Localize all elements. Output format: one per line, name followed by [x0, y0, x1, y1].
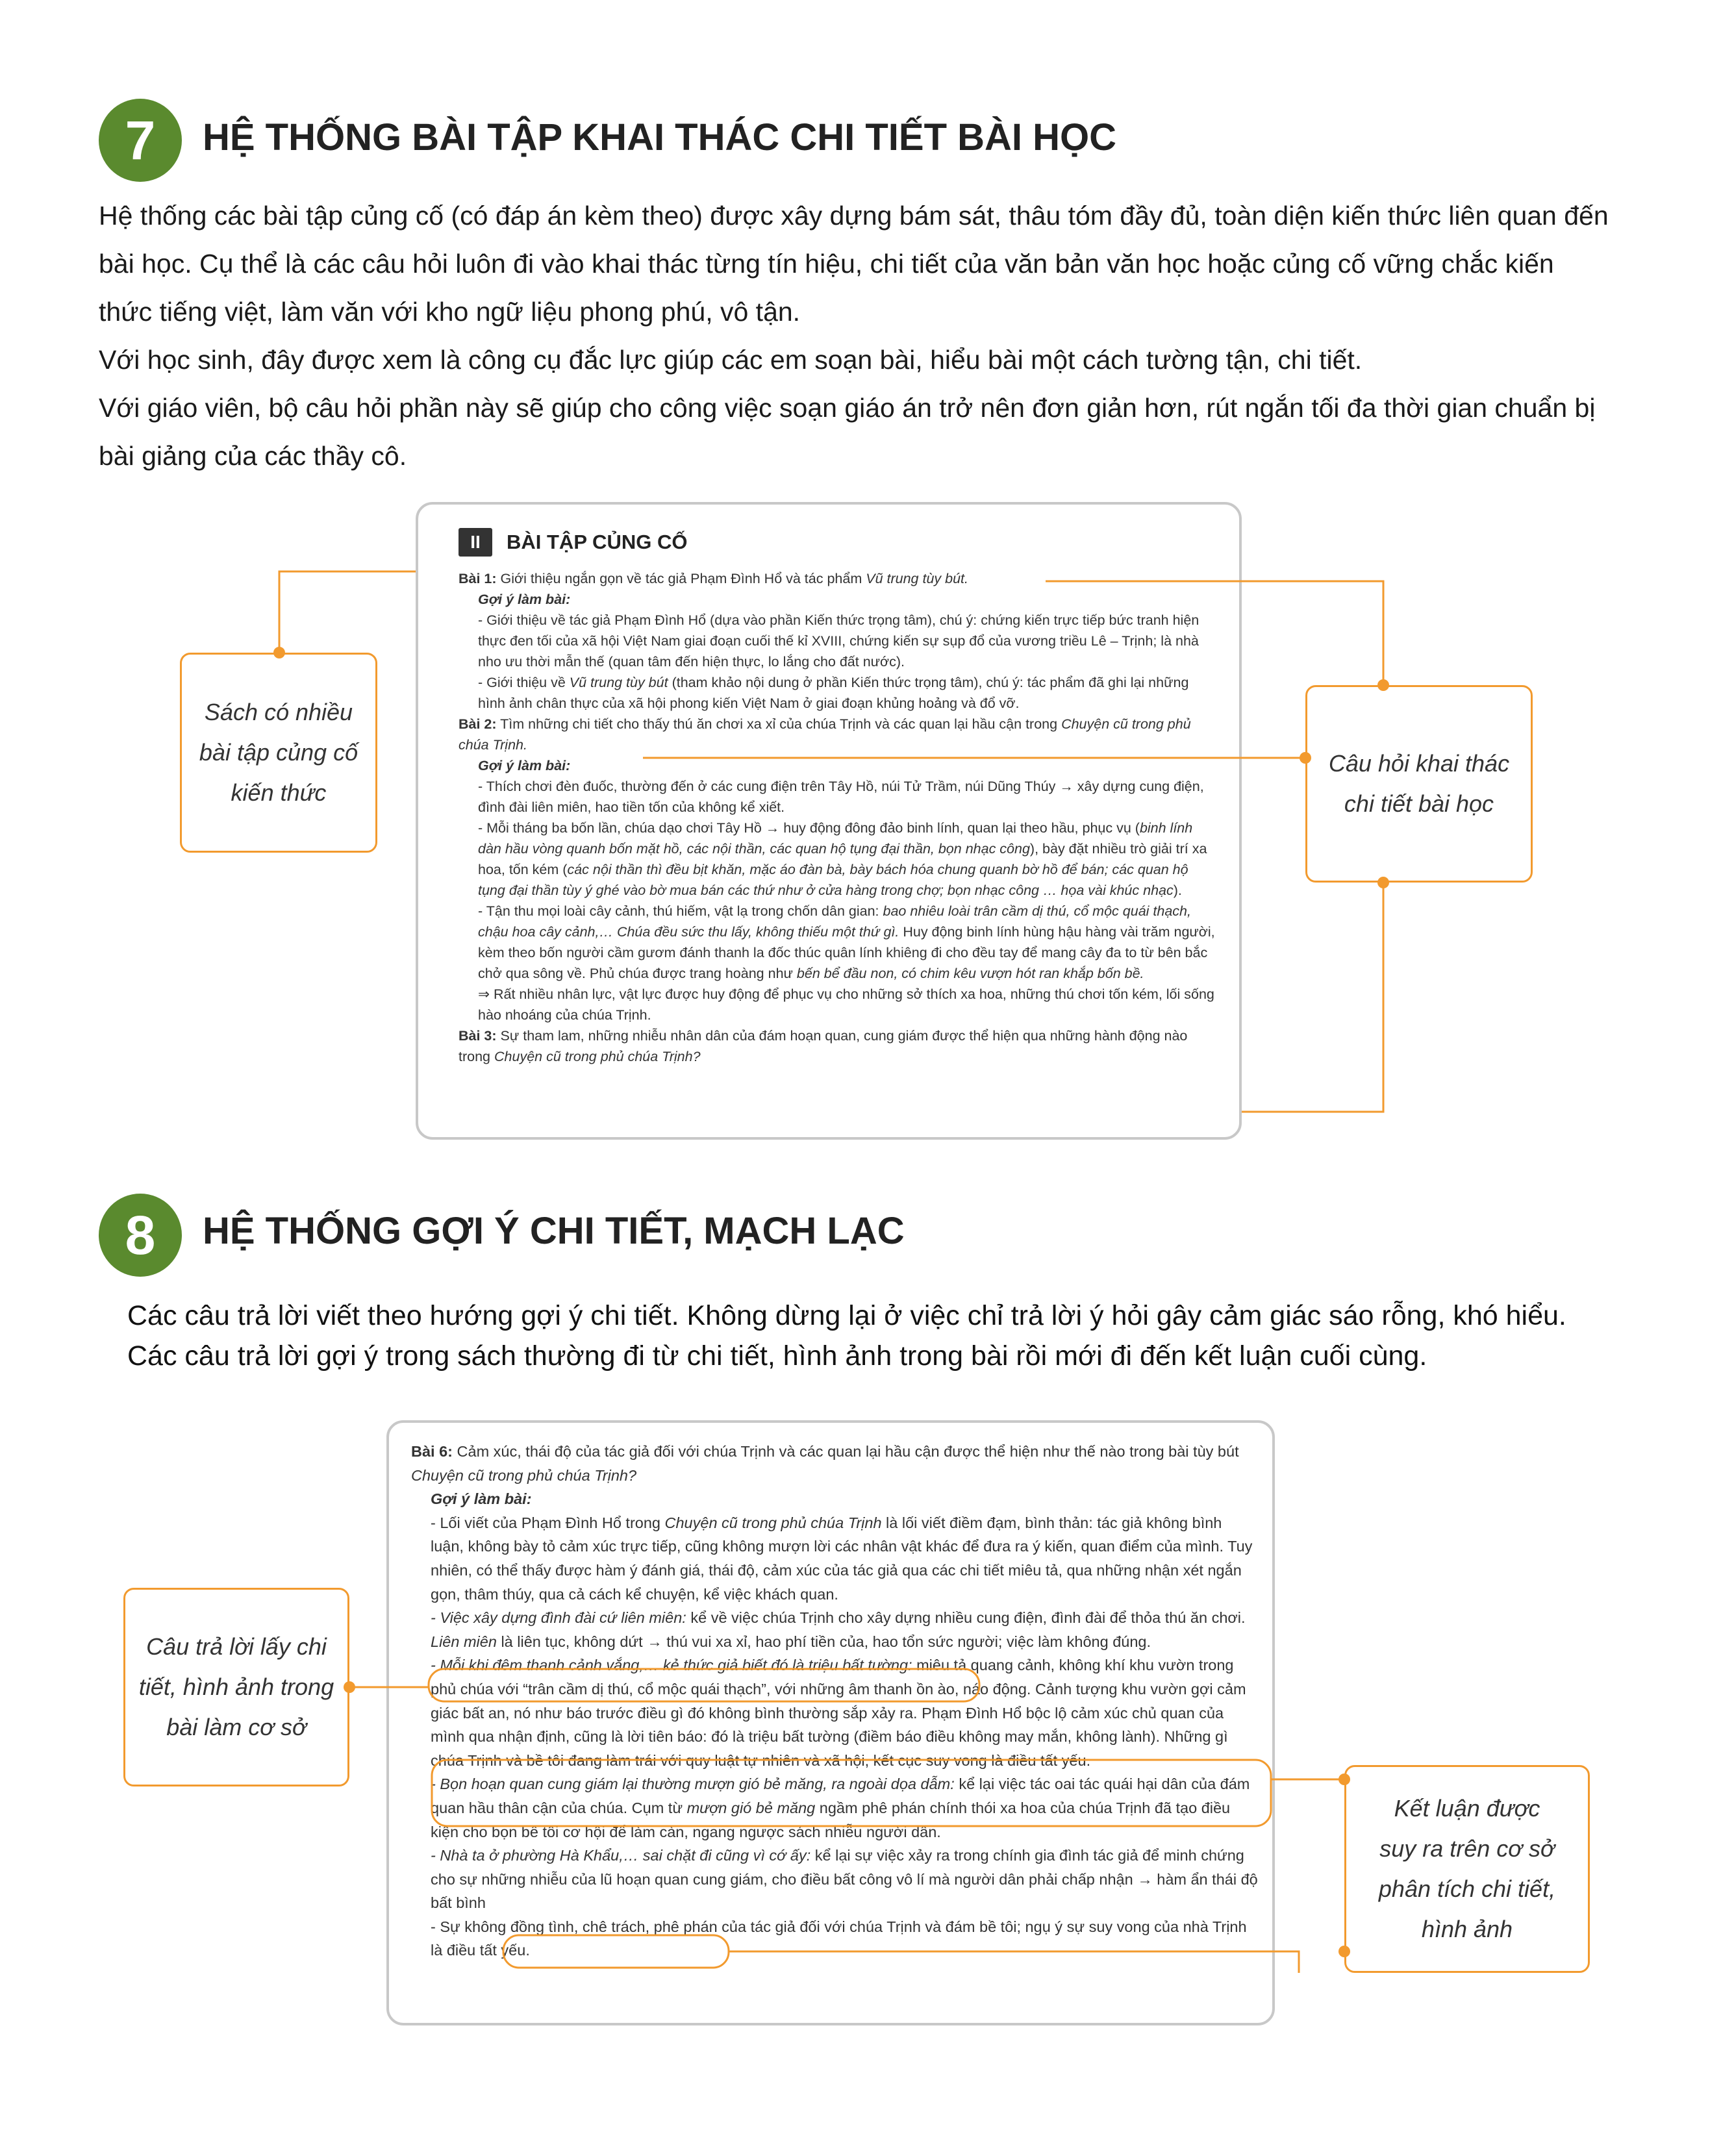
exercise-text: Cảm xúc, thái độ của tác giả đối với chúa Trịnh và các quan lại hầu cận được thể hiện như thế nào trong bài tùy bút: [457, 1443, 1239, 1460]
hint-line: - Giới thiệu về tác giả Phạm Đình Hổ (dựa vào phần Kiến thức trọng tâm), chú ý: chứng kiến trực tiếp bức tranh hiện thực đen tối của xã hội Việt Nam giai đoạn cuối thế kỉ XVIII, chứng kiến sự sụp đổ của vương triều Lê – Trịnh; là nhà nho ưu thời mẫn thế (quan tâm đến hiện thực, lo lắng cho đất nước).: [478, 612, 1200, 670]
section-7-number: 7: [125, 109, 156, 171]
connector-line: [279, 571, 416, 653]
hint-text: Huy động binh lính hùng hậu hàng vài trăm người, kèm theo bốn người cầm gươm đánh thanh la đốc thúc quân lính khiêng đi cho đều tay để mang cây đa to từ bên bắc chở qua sông về. Phủ chúa được trang hoàng như: [478, 924, 1215, 981]
connector-line: [1046, 581, 1383, 685]
highlight-attitude: [503, 1935, 729, 1968]
work-title: Chuyện cũ trong phủ chúa Trịnh?: [494, 1049, 701, 1064]
intro-paragraph: Với giáo viên, bộ câu hỏi phần này sẽ giúp cho công việc soạn giáo án trở nên đơn giản hơn, rút ngắn tối đa thời gian chuẩn bị bài giảng của các thầy cô.: [99, 393, 1596, 471]
hint-italic: Liên miên: [431, 1633, 497, 1650]
intro-paragraph: Hệ thống các bài tập củng cố (có đáp án kèm theo) được xây dựng bám sát, thâu tóm đầy đủ, toàn diện kiến thức liên quan đến bài học. Cụ thể là các câu hỏi luôn đi vào khai thác từng tín hiệu, chi tiết của văn bản văn học hoặc củng cố vững chắc kiến thức tiếng việt, làm văn với kho ngữ liệu phong phú, vô tận.: [99, 201, 1609, 327]
exercise-text: Sự tham lam, những nhiễu nhân dân của đám hoạn quan, cung giám được thể hiện qua những hành động nào trong: [459, 1028, 1188, 1064]
section-7-title: HỆ THỐNG BÀI TẬP KHAI THÁC CHI TIẾT BÀI HỌC: [203, 116, 1117, 158]
hint-line: - Thích chơi đèn đuốc, thường đến ở các cung điện trên Tây Hồ, núi Tử Trầm, núi Dũng Thúy → xây dựng cung điện, đình đài liên miên, hao tiền tốn của không kể xiết.: [478, 779, 1204, 815]
connector-dot: [344, 1681, 355, 1693]
hint-text: là liên tục, không dứt → thú vui xa xỉ, hao phí tiền của, hao tổn sức người; việc làm không đúng.: [501, 1633, 1151, 1650]
hint-italic: bao nhiêu loài trân cầm dị thú, cổ mộc quái thạch, chậu hoa cây cảnh,… Chúa đều sức thu lấy, không thiếu một thứ gì.: [478, 903, 1191, 940]
hint-italic: bến bể đầu non, có chim kêu vượn hót ran khắp bốn bề.: [796, 966, 1144, 981]
callout-text: Sách có nhiều bài tập củng cố kiến thức: [199, 699, 358, 806]
hint-text: ), bày đặt nhiều trò giải trí xa hoa, tốn kém (: [478, 841, 1207, 877]
intro-paragraph: Với học sinh, đây được xem là công cụ đắc lực giúp các em soạn bài, hiểu bài một cách tường tận, chi tiết.: [99, 345, 1363, 375]
callout-text: Câu hỏi khai thác chi tiết bài học: [1328, 750, 1510, 817]
section-8-intro: Các câu trả lời viết theo hướng gợi ý chi tiết. Không dừng lại ở việc chỉ trả lời ý hỏi gây cảm giác sáo rỗng, khó hiểu. Các câu trả lời gợi ý trong sách thường đi từ chi tiết, hình ảnh trong bài rồi mới đi đến kết luận cuối cùng.: [127, 1300, 1566, 1372]
connector-dot: [1300, 752, 1311, 764]
hint-italic: - Bọn hoạn quan cung giám lại thường mượn gió bẻ măng, ra ngoài dọa dẫm:: [431, 1775, 955, 1793]
connector-line: [729, 1951, 1299, 1973]
exercises-heading-text: BÀI TẬP CỦNG CỐ: [507, 531, 688, 553]
hint-label-text: Gợi ý làm bài:: [431, 1490, 532, 1508]
hint-text: miêu tả quang cảnh, không khí khu vườn trong phủ chúa với “trân cầm dị thú, cổ mộc quái thạch”, với những âm thanh ồn ào, náo động. Cảnh tượng khu vườn gợi cảm giác bất an, nó như báo trước điều gì đó không bình thường sắp xảy ra. Phạm Đình Hổ bộc lộ cảm xúc chủ quan của mình qua nhận định, cũng là lời tiên báo: đó là triệu bất tường (điềm báo điều không may mắn, không lành). Những gì chúa Trịnh và bề tôi đang làm trái với quy luật tự nhiên và xã hội, kết cục suy vong là điều tất yếu.: [431, 1657, 1246, 1769]
hint-text: - Lối viết của Phạm Đình Hổ trong: [431, 1514, 660, 1531]
hint-text: ngầm phê phán chính thói xa hoa của chúa Trịnh đã tạo điều kiện cho bọn bề tôi cơ hội để làm càn, ngang ngược sách nhiễu người dân.: [431, 1799, 1231, 1840]
hint-label-text: Gợi ý làm bài:: [478, 758, 571, 773]
callout-text: Câu trả lời lấy chi tiết, hình ảnh trong bài làm cơ sở: [138, 1633, 334, 1740]
hint-text: kể về việc chúa Trịnh cho xây dựng nhiều cung điện, đình đài để thỏa thú ăn chơi.: [690, 1609, 1246, 1627]
highlight-detail: [429, 1669, 979, 1701]
hint-text: kể lại việc tác oai tác quái hại dân của đám quan hầu thân cận của chúa. Cụm từ: [431, 1775, 1250, 1816]
connector-dot: [273, 647, 285, 658]
hint-italic: - Mỗi khi đêm thanh cảnh vắng,… kẻ thức giả biết đó là triệu bất tường:: [431, 1657, 912, 1674]
hint-italic: các nội thần thì đều bịt khăn, mặc áo đàn bà, bày bách hóa chung quanh bờ hồ để bán; các quan hộ tụng đại thần tùy ý ghé vào bờ mua bán các thứ như ở cửa hàng trong chợ; bọn nhạc công … họa vài khúc nhạc: [478, 862, 1188, 898]
work-title: Chuyện cũ trong phủ chúa Trịnh.: [459, 716, 1191, 753]
hint-text: ).: [1173, 883, 1182, 898]
hint-line: - Sự không đồng tình, chê trách, phê phán của tác giả đối với chúa Trịnh và đám bề tôi; ngụ ý sự suy vong của nhà Trịnh là điều tất yếu.: [431, 1918, 1247, 1959]
hint-italic: - Nhà ta ở phường Hà Khẩu,… sai chặt đi cũng vì cớ ấy:: [431, 1847, 811, 1864]
connector-dot: [1338, 1946, 1350, 1957]
exercise-label: Bài 1:: [459, 571, 497, 586]
hint-label-text: Gợi ý làm bài:: [478, 592, 571, 607]
section-8-number: 8: [125, 1204, 156, 1266]
exercise-text: Giới thiệu ngắn gọn về tác giả Phạm Đình Hổ và tác phẩm: [500, 571, 862, 586]
work-title: Vũ trung tùy bút: [569, 675, 668, 690]
exercise-label: Bài 2:: [459, 716, 497, 732]
connector-dot: [1338, 1774, 1350, 1785]
exercise-text: Tìm những chi tiết cho thấy thú ăn chơi xa xỉ của chúa Trịnh và các quan lại hầu cận trong: [500, 716, 1058, 732]
hint-text: (tham khảo nội dung ở phần Kiến thức trọng tâm), chú ý: tác phẩm đã ghi lại những hình ảnh chân thực của xã hội phong kiến Việt Nam ở giai đoạn khủng hoảng và đổ vỡ.: [478, 675, 1189, 711]
hint-text: là lối viết điềm đạm, bình thản: tác giả không bình luận, không bày tỏ cảm xúc trực tiếp, cũng không mượn lời các nhân vật khác để đưa ra ý kiến, quan điểm của mình. Tuy nhiên, có thể thấy được hàm ý đánh giá, thái độ, cảm xúc của tác giả qua các chi tiết miêu tả, qua những nhận xét ngắn gọn, thâm thúy, qua cả cách kể chuyện, kể việc khách quan.: [431, 1514, 1253, 1603]
hint-text: - Giới thiệu về: [478, 675, 566, 690]
roman-numeral-badge: II: [459, 528, 492, 557]
connector-dot: [1377, 877, 1389, 888]
hint-text: - Mỗi tháng ba bốn lần, chúa dạo chơi Tây Hồ → huy động đông đảo binh lính, quan lại theo hầu, phục vụ (: [478, 820, 1140, 836]
hint-conclusion: ⇒ Rất nhiều nhân lực, vật lực được huy động để phục vụ cho những sở thích xa hoa, những thú chơi tốn kém, lối sống hào nhoáng của chúa Trịnh.: [478, 986, 1214, 1023]
work-title: Chuyện cũ trong phủ chúa Trịnh: [664, 1514, 882, 1531]
callout-text: Kết luận được suy ra trên cơ sở phân tích chi tiết, hình ảnh: [1378, 1795, 1556, 1942]
hint-italic: - Việc xây dựng đình đài cứ liên miên:: [431, 1609, 686, 1627]
section-8-title: HỆ THỐNG GỢI Ý CHI TIẾT, MẠCH LẠC: [203, 1210, 905, 1252]
exercise-label: Bài 3:: [459, 1028, 497, 1044]
highlight-conclusion: [432, 1760, 1271, 1826]
exercise-label: Bài 6:: [411, 1443, 453, 1460]
hint-italic: binh lính dàn hầu vòng quanh bốn mặt hồ, các nội thần, các quan hộ tụng đại thần, bọn nhạc công: [478, 820, 1193, 857]
work-title: Vũ trung tùy bút.: [866, 571, 968, 586]
connector-line: [1242, 883, 1383, 1112]
hint-text: kể lại sự việc xảy ra trong chính gia đình tác giả để minh chứng cho sự những nhiễu của lũ hoạn quan cung giám, cho điều bất công vô lí mà người dân phải chấp nhận → hàm ẩn thái độ bất bình: [431, 1847, 1258, 1912]
hint-text: - Tận thu mọi loài cây cảnh, thú hiếm, vật lạ trong chốn dân gian:: [478, 903, 879, 919]
hint-italic: mượn gió bẻ măng: [686, 1799, 816, 1816]
connector-dot: [1377, 679, 1389, 691]
work-title: Chuyện cũ trong phủ chúa Trịnh?: [411, 1466, 637, 1484]
